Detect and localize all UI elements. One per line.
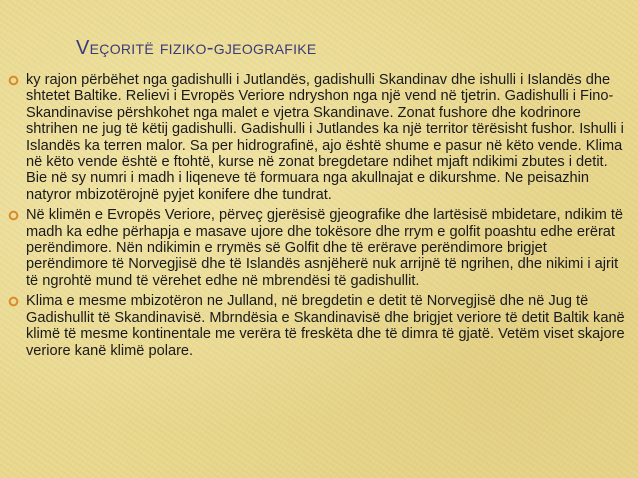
slide-title: Veçoritë fiziko-gjeografike (76, 37, 317, 59)
bullet-text: Klima e mesme mbizotëron ne Julland, në bregdetin e detit të Norvegjisë dhe në Jug të Gadishullit të Skandinavisë. Mbrndësia e Skandinavisë dhe brigjet veriore të detit Baltik kanë klimë të mesme kontinentale me verëra të freskëta dhe të dimra të gjatë. Vetëm viset skajore veriore kanë klimë polare. (26, 293, 625, 359)
bullet-item (8, 72, 630, 203)
bullet-text: Në klimën e Evropës Veriore, përveç gjerësisë gjeografike dhe lartësisë mbidetare, ndikim të madh ka edhe përhapja e masave ujore dhe tokësore dhe rrym e golfit poashtu edhe erërat perëndimore. Nën ndikimin e rrymës së Golfit dhe të erërave perëndimore brigjet perëndimore të Norvegjisë dhe të Islandës asnjëherë nuk arrijnë të ngrihen, dhe nikimi i ajrit të ngrohtë mund të vërehet edhe në mbrendësi të gadishullit. (26, 207, 624, 289)
bullet-item (8, 207, 630, 289)
bullet-list (8, 72, 630, 363)
ring-bullet-icon (8, 210, 19, 221)
ring-bullet-icon (8, 75, 19, 86)
bullet-item (8, 293, 630, 359)
bullet-text: ky rajon përbëhet nga gadishulli i Jutlandës, gadishulli Skandinav dhe ishulli i Islandës dhe shtetet Baltike. Relievi i Evropës Veriore ndryshon nga një vend në tjetrin. Gadishulli i Fino-Skandinavise përshkohet nga malet e vjetra Skandinave. Zonat fushore dhe kodrinore shtrihen ne jug të këtij gadishulli. Gadishulli i Jutlandes ka një territor tërësisht fushor. Ishulli i Islandës ka terren malor. Sa per hidrografinë, ajo është shume e pasur në këto vende. Klima në këto vende është e ftohtë, kurse në zonat bregdetare ndihet mjaft ndikimi zbutes i detit. Bie në sy numri i madh i liqeneve të formuara nga akullnajat e dikurshme. Ne peisazhin natyror mbizotërojnë pyjet konifere dhe tundrat. (26, 72, 624, 203)
ring-bullet-icon (8, 296, 19, 307)
